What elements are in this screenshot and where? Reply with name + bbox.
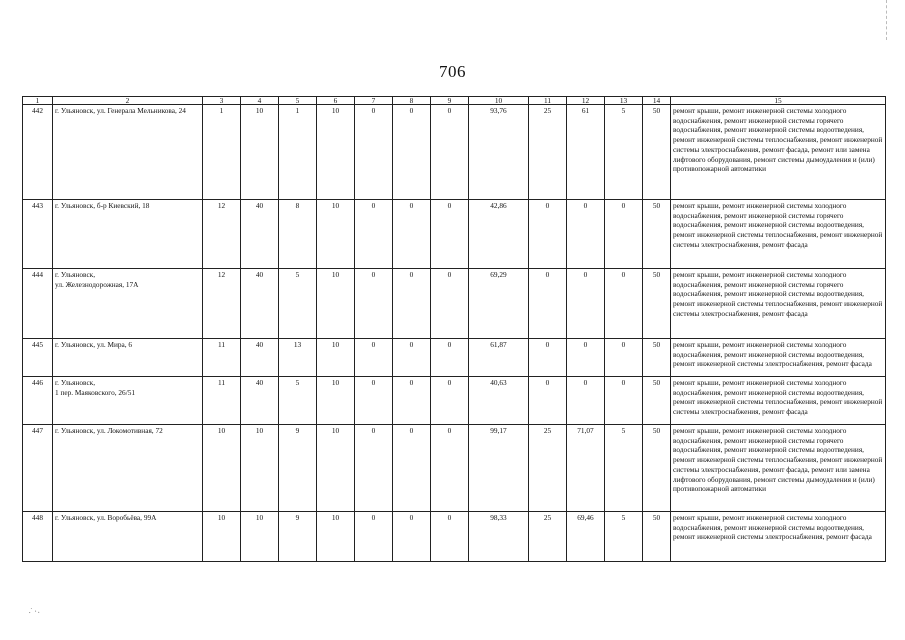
table-cell: 0: [567, 339, 605, 377]
table-cell: 0: [605, 377, 643, 425]
table-cell: 0: [355, 200, 393, 269]
page-number: 706: [439, 62, 466, 81]
address-cell: г. Ульяновск, б-р Киевский, 18: [53, 200, 203, 269]
table-cell: 42,86: [469, 200, 529, 269]
table-cell: 0: [431, 339, 469, 377]
table-cell: 13: [279, 339, 317, 377]
table-cell: 0: [431, 200, 469, 269]
table-cell: 61,87: [469, 339, 529, 377]
table-cell: 50: [643, 200, 671, 269]
column-header: 14: [643, 97, 671, 105]
table-cell: 0: [605, 200, 643, 269]
table-row: [23, 377, 886, 425]
table-cell: 0: [567, 200, 605, 269]
table-cell: 0: [355, 512, 393, 562]
table-cell: 50: [643, 377, 671, 425]
table-cell: 0: [393, 512, 431, 562]
table-cell: 0: [393, 425, 431, 512]
table-row: [23, 425, 886, 512]
column-header: 4: [241, 97, 279, 105]
table-cell: 9: [279, 512, 317, 562]
table-cell: 0: [393, 200, 431, 269]
table-cell: 0: [431, 377, 469, 425]
table-cell: 25: [529, 105, 567, 200]
column-header: 8: [393, 97, 431, 105]
table-cell: 0: [567, 269, 605, 339]
table-cell: 12: [203, 200, 241, 269]
table-cell: 10: [317, 200, 355, 269]
row-number: 446: [23, 377, 53, 425]
table-cell: 0: [431, 269, 469, 339]
address-cell: г. Ульяновск, ул. Воробьёва, 99А: [53, 512, 203, 562]
column-header: 5: [279, 97, 317, 105]
table-cell: 50: [643, 339, 671, 377]
table-cell: 25: [529, 512, 567, 562]
table-cell: 10: [317, 105, 355, 200]
table-cell: 0: [355, 105, 393, 200]
table-cell: 0: [393, 377, 431, 425]
row-number: 444: [23, 269, 53, 339]
table-cell: 0: [431, 425, 469, 512]
column-header: 6: [317, 97, 355, 105]
table-cell: 99,17: [469, 425, 529, 512]
repair-works-cell: ремонт крыши, ремонт инженерной системы холодного водоснабжения, ремонт инженерной системы водоотведения, ремонт инженерной системы теплоснабжения, ремонт инженерной системы электроснабжения, ремонт фасада: [671, 377, 886, 425]
table-cell: 61: [567, 105, 605, 200]
table-cell: 50: [643, 105, 671, 200]
repair-works-cell: ремонт крыши, ремонт инженерной системы холодного водоснабжения, ремонт инженерной системы горячего водоснабжения, ремонт инженерной системы водоотведения, ремонт инженерной системы теплоснабжения, ремонт инженерной системы электроснабжения, ремонт фасада, ремонт или замена лифтового оборудования, ремонт системы дымоудаления и (или) противопожарной автоматики: [671, 425, 886, 512]
scan-artifact: ·˙·.: [26, 604, 41, 618]
table-cell: 11: [203, 377, 241, 425]
table-cell: 10: [203, 512, 241, 562]
table-cell: 10: [317, 377, 355, 425]
table-cell: 0: [431, 512, 469, 562]
table-cell: 69,46: [567, 512, 605, 562]
row-number: 443: [23, 200, 53, 269]
table-row: [23, 339, 886, 377]
table-cell: 11: [203, 339, 241, 377]
table-body: [23, 97, 886, 562]
table-cell: 0: [355, 425, 393, 512]
row-number: 442: [23, 105, 53, 200]
table-cell: 1: [279, 105, 317, 200]
table-cell: 10: [317, 512, 355, 562]
row-number: 445: [23, 339, 53, 377]
column-header: 2: [53, 97, 203, 105]
table-cell: 0: [529, 339, 567, 377]
repair-works-cell: ремонт крыши, ремонт инженерной системы холодного водоснабжения, ремонт инженерной системы горячего водоснабжения, ремонт инженерной системы водоотведения, ремонт инженерной системы теплоснабжения, ремонт инженерной системы электроснабжения, ремонт фасада: [671, 269, 886, 339]
row-number: 447: [23, 425, 53, 512]
table-cell: 10: [317, 269, 355, 339]
table-cell: 10: [241, 105, 279, 200]
table-cell: 10: [317, 339, 355, 377]
table-cell: 40: [241, 200, 279, 269]
table-cell: 25: [529, 425, 567, 512]
table-row: [23, 269, 886, 339]
table-cell: 0: [431, 105, 469, 200]
address-cell: г. Ульяновск, ул. Железнодорожная, 17А: [53, 269, 203, 339]
column-header: 1: [23, 97, 53, 105]
column-header: 10: [469, 97, 529, 105]
table-cell: 0: [393, 105, 431, 200]
column-header: 12: [567, 97, 605, 105]
table-cell: 0: [529, 377, 567, 425]
table-cell: 10: [241, 512, 279, 562]
column-header: 7: [355, 97, 393, 105]
table-cell: 9: [279, 425, 317, 512]
table-cell: 93,76: [469, 105, 529, 200]
table-cell: 5: [605, 105, 643, 200]
table-cell: 0: [355, 339, 393, 377]
table-cell: 0: [605, 269, 643, 339]
table-cell: 50: [643, 269, 671, 339]
table-cell: 40: [241, 377, 279, 425]
address-cell: г. Ульяновск, ул. Локомотивная, 72: [53, 425, 203, 512]
repair-works-cell: ремонт крыши, ремонт инженерной системы холодного водоснабжения, ремонт инженерной системы водоотведения, ремонт инженерной системы электроснабжения, ремонт фасада: [671, 339, 886, 377]
repair-works-cell: ремонт крыши, ремонт инженерной системы холодного водоснабжения, ремонт инженерной системы горячего водоснабжения, ремонт инженерной системы водоотведения, ремонт инженерной системы теплоснабжения, ремонт инженерной системы электроснабжения, ремонт фасада: [671, 200, 886, 269]
column-header: 15: [671, 97, 886, 105]
table-cell: 0: [393, 339, 431, 377]
table-row: [23, 512, 886, 562]
table-cell: 69,29: [469, 269, 529, 339]
table-cell: 0: [529, 269, 567, 339]
column-number-row: [23, 97, 886, 105]
column-header: 13: [605, 97, 643, 105]
table-cell: 1: [203, 105, 241, 200]
table-cell: 0: [355, 269, 393, 339]
table-cell: 40,63: [469, 377, 529, 425]
table-cell: 5: [605, 425, 643, 512]
column-header: 9: [431, 97, 469, 105]
table-row: [23, 200, 886, 269]
table-cell: 0: [393, 269, 431, 339]
table-cell: 50: [643, 512, 671, 562]
address-cell: г. Ульяновск, ул. Мира, 6: [53, 339, 203, 377]
table-cell: 8: [279, 200, 317, 269]
table-cell: 10: [203, 425, 241, 512]
table-cell: 40: [241, 339, 279, 377]
repair-works-cell: ремонт крыши, ремонт инженерной системы холодного водоснабжения, ремонт инженерной системы водоотведения, ремонт инженерной системы электроснабжения, ремонт фасада: [671, 512, 886, 562]
table-cell: 10: [317, 425, 355, 512]
column-header: 11: [529, 97, 567, 105]
scan-edge-mark: [886, 0, 889, 40]
repair-program-table: [22, 96, 886, 562]
table-cell: 5: [605, 512, 643, 562]
repair-works-cell: ремонт крыши, ремонт инженерной системы холодного водоснабжения, ремонт инженерной системы горячего водоснабжения, ремонт инженерной системы водоотведения, ремонт инженерной системы теплоснабжения, ремонт инженерной системы электроснабжения, ремонт фасада, ремонт или замена лифтового оборудования, ремонт системы дымоудаления и (или) противопожарной автоматики: [671, 105, 886, 200]
address-cell: г. Ульяновск, 1 пер. Маяковского, 26/51: [53, 377, 203, 425]
table-cell: 50: [643, 425, 671, 512]
table-cell: 12: [203, 269, 241, 339]
table-cell: 0: [605, 339, 643, 377]
table-cell: 0: [355, 377, 393, 425]
address-cell: г. Ульяновск, ул. Генерала Мельникова, 24: [53, 105, 203, 200]
table-row: [23, 105, 886, 200]
table-cell: 5: [279, 269, 317, 339]
table-cell: 71,07: [567, 425, 605, 512]
table-cell: 5: [279, 377, 317, 425]
table-cell: 10: [241, 425, 279, 512]
table-cell: 0: [567, 377, 605, 425]
table-cell: 98,33: [469, 512, 529, 562]
row-number: 448: [23, 512, 53, 562]
column-header: 3: [203, 97, 241, 105]
table-cell: 0: [529, 200, 567, 269]
table-cell: 40: [241, 269, 279, 339]
